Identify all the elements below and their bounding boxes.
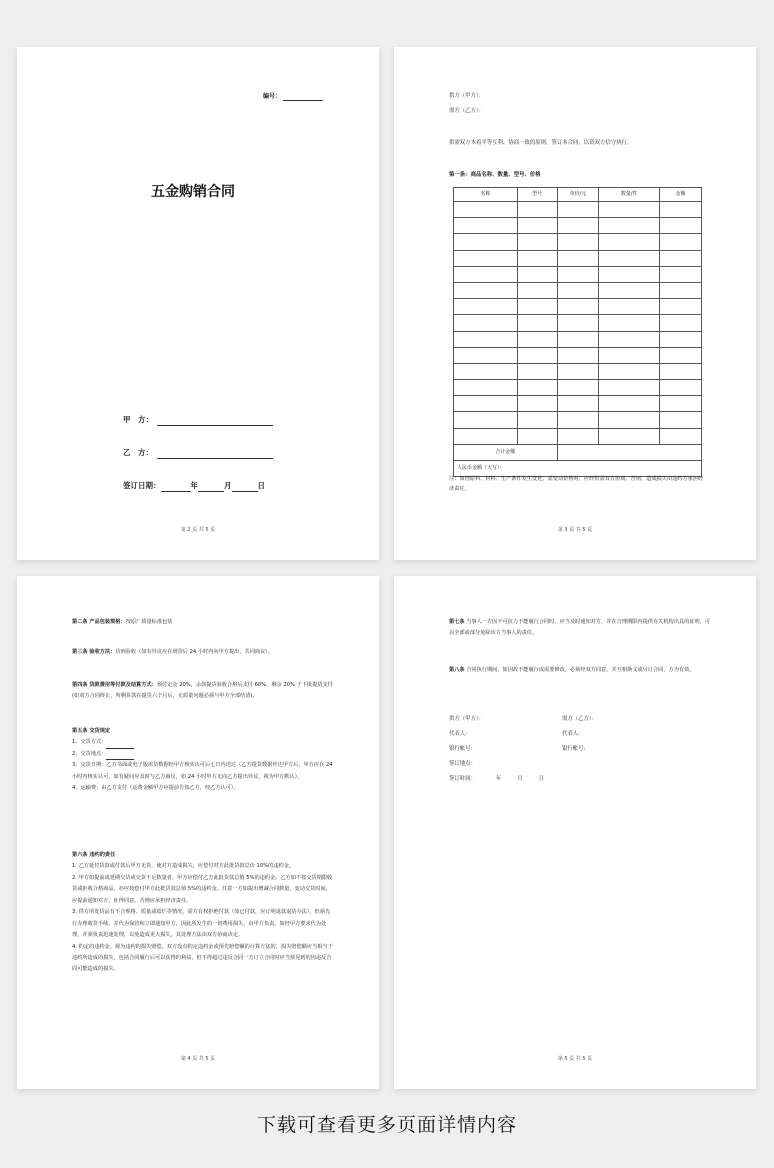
table-row	[454, 363, 702, 379]
clause-8-title: 第八条	[449, 667, 465, 673]
table-row	[454, 266, 702, 282]
clause-5-item-1	[72, 737, 334, 748]
sign-place: 签订地点：	[449, 761, 476, 767]
month-label: 月	[517, 776, 523, 782]
clause-8-text: 合同执行期间，如因故不能履行或需要修改，必须经双方同意，并互相换文或另订合同，方为有效。	[466, 667, 695, 673]
contract-number-blank	[283, 95, 323, 101]
table-row	[454, 202, 702, 218]
year-label: 年	[495, 776, 502, 782]
delivery-method-label: 1、交货方式：	[72, 739, 107, 746]
total-label: 合计金额	[454, 444, 558, 460]
sign-supplier: 供方（甲方）：	[449, 716, 485, 722]
contract-number	[263, 93, 323, 101]
contract-number-label: 编号：	[262, 93, 281, 100]
clause-6-item-2: 2. 甲方如提前或延期交货或交货不足数量者，甲方应偿付乙方此批货款总值 5%的违约金。乙方如不按交货期限收货或拒收合格商品，亦应按偿付甲方此批货款总值 5%的违约金。任意一方如提出增减合同数量，变动交货时间，应提前通知对方，征得同意，否则应承担经济责任。	[72, 874, 333, 904]
clause-5	[72, 726, 334, 795]
clause-7-text: 当事人一方因不可抗力不能履行合同时，应当及时通知对方，并在合理期限内提供有关机构出具的证明，可以全部或部分免除该方当事人的责任。	[449, 619, 711, 637]
sign-date-field	[123, 481, 265, 492]
download-caption: 下载可查看更多页面详情内容	[256, 1114, 517, 1136]
rep-b: 代表人:	[562, 731, 580, 737]
clause-1-title: 第一条：商品名称、数量、型号、价格	[449, 172, 541, 178]
clause-6	[72, 850, 334, 976]
intro-text: 供需双方本着平等互利、协商一致的原则，签订本合同，以资双方信守执行。	[449, 140, 633, 146]
day-label: 日	[538, 776, 545, 782]
year-blank	[161, 484, 191, 492]
bank-a: 银行帐号:	[449, 746, 473, 752]
day-label: 日	[257, 481, 265, 490]
clause-4-text: 预付定金 20%，余款提货验收合格后支付 60%，剩余 20% 于下批提货支付(如双方合同终止，所剩货款在提货六个月后，无质量问题必须与甲方全部结清)。	[72, 682, 333, 700]
delivery-method-blank	[106, 743, 134, 749]
table-row	[454, 234, 702, 250]
price-note: 注：如因原料、材料、生产条件发生变化，需变动价格时，应经供需双方协商。否则，造成损失由违约方承担经济责任。	[449, 476, 704, 492]
rmb-label: 人民币金额（大写）：	[454, 461, 702, 477]
clause-5-item-4: 4、运输费：由乙方支付（运费金额甲方应提前告知乙方，经乙方认可）。	[72, 785, 239, 792]
header-quantity: 数量/件	[599, 188, 660, 202]
goods-table	[453, 187, 702, 477]
clause-6-item-1: 1. 乙方延付货款或付款后甲方无货，使对方造成损失，应偿付对方此批货款总价 10%的违约金。	[72, 863, 295, 870]
header-model: 型号	[517, 188, 557, 202]
page-terms	[17, 576, 379, 1089]
party-b-field	[123, 448, 273, 459]
month-blank	[198, 484, 224, 492]
delivery-place-label: 2、交货地点：	[72, 750, 107, 757]
clause-6-item-4: 4. 约定的违约金，视为违约的损失赔偿。双方没有约定违约金或预先赔偿额的计算方法的，损失赔偿额应当相当于违约所造成的损失，包括合同履行后可以获得的利益，但不得超过违反合同一方订立合同时应当预见到的因违反合同可能造成的损失。	[72, 943, 333, 973]
sign-time-label: 签订时间：	[449, 776, 476, 782]
clause-4	[72, 680, 334, 703]
page-signatures	[394, 576, 756, 1089]
page-number: 第 5 页 共 5 页	[557, 1056, 593, 1062]
table-row	[454, 428, 702, 444]
rep-a: 代表人:	[449, 731, 467, 737]
supplier-label: 供方（甲方）：	[449, 93, 485, 99]
page-number: 第 3 页 共 5 页	[557, 527, 593, 533]
table-row	[454, 412, 702, 428]
page-goods	[394, 47, 756, 560]
clause-3	[72, 647, 334, 658]
party-a-blank	[157, 418, 273, 426]
month-label: 月	[224, 481, 232, 490]
page-number: 第 2 页 共 5 页	[180, 527, 216, 533]
header-name: 名称	[454, 188, 518, 202]
day-blank	[232, 484, 258, 492]
clause-4-title: 第四条 货款费用等付款及结算方式：	[72, 682, 157, 688]
header-unit-price: 单价/元	[557, 188, 599, 202]
header-amount: 金额	[660, 188, 702, 202]
party-b-label: 乙 方：	[123, 448, 153, 457]
contract-title: 五金购销合同	[151, 184, 235, 200]
clause-7-title: 第七条	[449, 619, 465, 625]
table-row	[454, 331, 702, 347]
buyer-label: 需方（乙方）：	[449, 108, 485, 114]
table-header-row	[454, 188, 702, 202]
table-row	[454, 347, 702, 363]
bank-b: 银行帐号:	[562, 746, 586, 752]
year-label: 年	[190, 481, 198, 490]
table-row	[454, 380, 702, 396]
page-cover	[17, 47, 379, 560]
clause-8	[449, 665, 711, 676]
table-row	[454, 315, 702, 331]
clause-5-item-3: 3、交货日期：乙方书面或电子版需货数据经甲方核实认可后七日内送达（乙方提货数据传达甲方后，甲方应在 24 小时内核实认可，如有疑问应及时与乙方商议，如 24 小时甲方无向乙方提出异议，视为甲方默认）。	[72, 762, 333, 780]
party-a-label: 甲 方：	[123, 415, 153, 424]
clause-2-text: 按原厂质量标准包装	[125, 619, 173, 625]
clause-3-text: 货到验收（如有异议应在到货后 24 小时内向甲方提出，共同商议）。	[115, 649, 274, 655]
clause-6-title: 第六条 违约的责任	[72, 852, 116, 858]
sign-date-label: 签订日期：	[123, 481, 161, 490]
table-row	[454, 250, 702, 266]
sign-buyer: 需方（乙方）：	[562, 716, 598, 722]
total-row	[454, 444, 702, 460]
party-a-field	[123, 415, 273, 426]
table-row	[454, 396, 702, 412]
table-row	[454, 282, 702, 298]
table-row	[454, 218, 702, 234]
clause-7	[449, 617, 711, 640]
table-row	[454, 299, 702, 315]
page-number: 第 4 页 共 5 页	[180, 1056, 216, 1062]
clause-5-item-2	[72, 749, 334, 760]
clause-3-title: 第三条 验收方法：	[72, 649, 116, 655]
sign-time	[449, 776, 544, 784]
clause-2-title: 第二条 产品包装规格：	[72, 619, 126, 625]
party-b-blank	[157, 451, 273, 459]
clause-5-title: 第五条 交货规定	[72, 728, 111, 734]
clause-2	[72, 617, 334, 628]
clause-6-item-3: 3. 供方所发货品有不合规格、质量或霉烂等情况，需方有权拒绝付款（如已付款，应订明退款退货办法），但须先行办理收货手续，并代为保管和立即通知甲方，因此所发生的一切费用损失，由甲方负责，如经甲方要求代为处理，并须负责迅速处理，以免造成更大损失，其处理方法由双方协商决定。	[72, 909, 331, 939]
